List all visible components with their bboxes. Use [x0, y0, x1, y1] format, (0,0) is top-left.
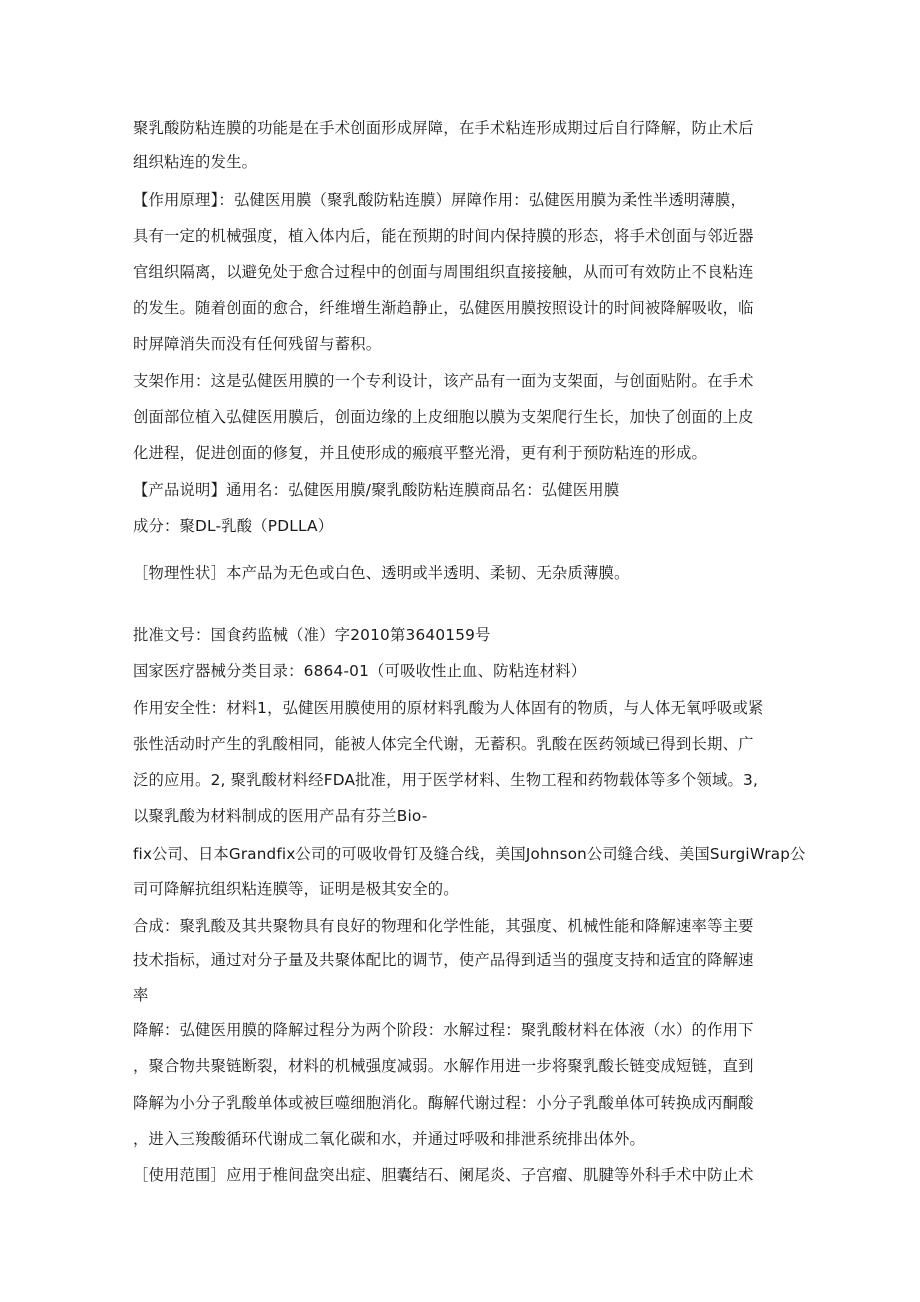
text-line: ，聚合物共聚链断裂，材料的机械强度减弱。水解作用进一步将聚乳酸长链变成短链，直到 — [133, 1057, 754, 1075]
text-line: ，进入三羧酸循环代谢成二氧化碳和水，并通过呼吸和排泄系统排出体外。 — [133, 1130, 646, 1148]
text-line: 以聚乳酸为材料制成的医用产品有芬兰Bio- — [133, 807, 428, 825]
text-line: 时屏障消失而没有任何残留与蓄积。 — [133, 335, 382, 353]
text-line: 创面部位植入弘健医用膜后，创面边缘的上皮细胞以膜为支架爬行生长，加快了创面的上皮 — [133, 408, 754, 426]
text-line: 率 — [133, 986, 149, 1004]
text-line: 支架作用：这是弘健医用膜的一个专利设计，该产品有一面为支架面，与创面贴附。在手术 — [133, 372, 754, 390]
text-line: ［物理性状］本产品为无色或白色、透明或半透明、柔韧、无杂质薄膜。 — [133, 564, 630, 582]
text-line: 【作用原理】：弘健医用膜（聚乳酸防粘连膜）屏障作用：弘健医用膜为柔性半透明薄膜， — [133, 191, 746, 209]
text-line: ［使用范围］应用于椎间盘突出症、胆囊结石、阑尾炎、子宫瘤、肌腱等外科手术中防止术 — [133, 1166, 754, 1184]
text-line: 作用安全性：材料1，弘健医用膜使用的原材料乳酸为人体固有的物质，与人体无氧呼吸或紧 — [133, 699, 764, 717]
text-line: 降解为小分子乳酸单体或被巨噬细胞消化。酶解代谢过程：小分子乳酸单体可转换成丙酮酸 — [133, 1094, 754, 1112]
text-line: 官组织隔离，以避免处于愈合过程中的创面与周围组织直接接触，从而可有效防止不良粘连 — [133, 263, 754, 281]
text-line: 技术指标，通过对分子量及共聚体配比的调节，使产品得到适当的强度支持和适宜的降解速 — [133, 951, 754, 969]
text-line: 张性活动时产生的乳酸相同，能被人体完全代谢，无蓄积。乳酸在医药领域已得到长期、广 — [133, 735, 754, 753]
text-line: 组织粘连的发生。 — [133, 153, 258, 171]
text-line: 成分：聚DL-乳酸（PDLLA） — [133, 517, 334, 535]
text-line: 具有一定的机械强度，植入体内后，能在预期的时间内保持膜的形态，将手术创面与邻近器 — [133, 227, 754, 245]
text-line: 合成：聚乳酸及其共聚物具有良好的物理和化学性能，其强度、机械性能和降解速率等主要 — [133, 917, 754, 935]
text-line: 批准文号：国食药监械（准）字2010第3640159号 — [133, 626, 491, 644]
text-line: 化进程，促进创面的修复，并且使形成的瘢痕平整光滑，更有利于预防粘连的形成。 — [133, 444, 708, 462]
text-line: 的发生。随着创面的愈合，纤维增生渐趋静止，弘健医用膜按照设计的时间被降解吸收，临 — [133, 299, 754, 317]
text-line: 泛的应用。2, 聚乳酸材料经FDA批准，用于医学材料、生物工程和药物载体等多个领域。3, — [133, 771, 759, 789]
text-line: 司可降解抗组织粘连膜等，证明是极其安全的。 — [133, 880, 459, 898]
text-line: 降解：弘健医用膜的降解过程分为两个阶段：水解过程：聚乳酸材料在体液（水）的作用下 — [133, 1021, 754, 1039]
text-line: 国家医疗器械分类目录：6864-01（可吸收性止血、防粘连材料） — [133, 662, 587, 680]
text-line: 聚乳酸防粘连膜的功能是在手术创面形成屏障，在手术粘连形成期过后自行降解，防止术后 — [133, 119, 754, 137]
text-line: 【产品说明】通用名：弘健医用膜/聚乳酸防粘连膜商品名：弘健医用膜 — [133, 481, 620, 499]
text-line: fix公司、日本Grandfix公司的可吸收骨钉及缝合线，美国Johnson公司缝合线、美国SurgiWrap公 — [133, 845, 806, 863]
